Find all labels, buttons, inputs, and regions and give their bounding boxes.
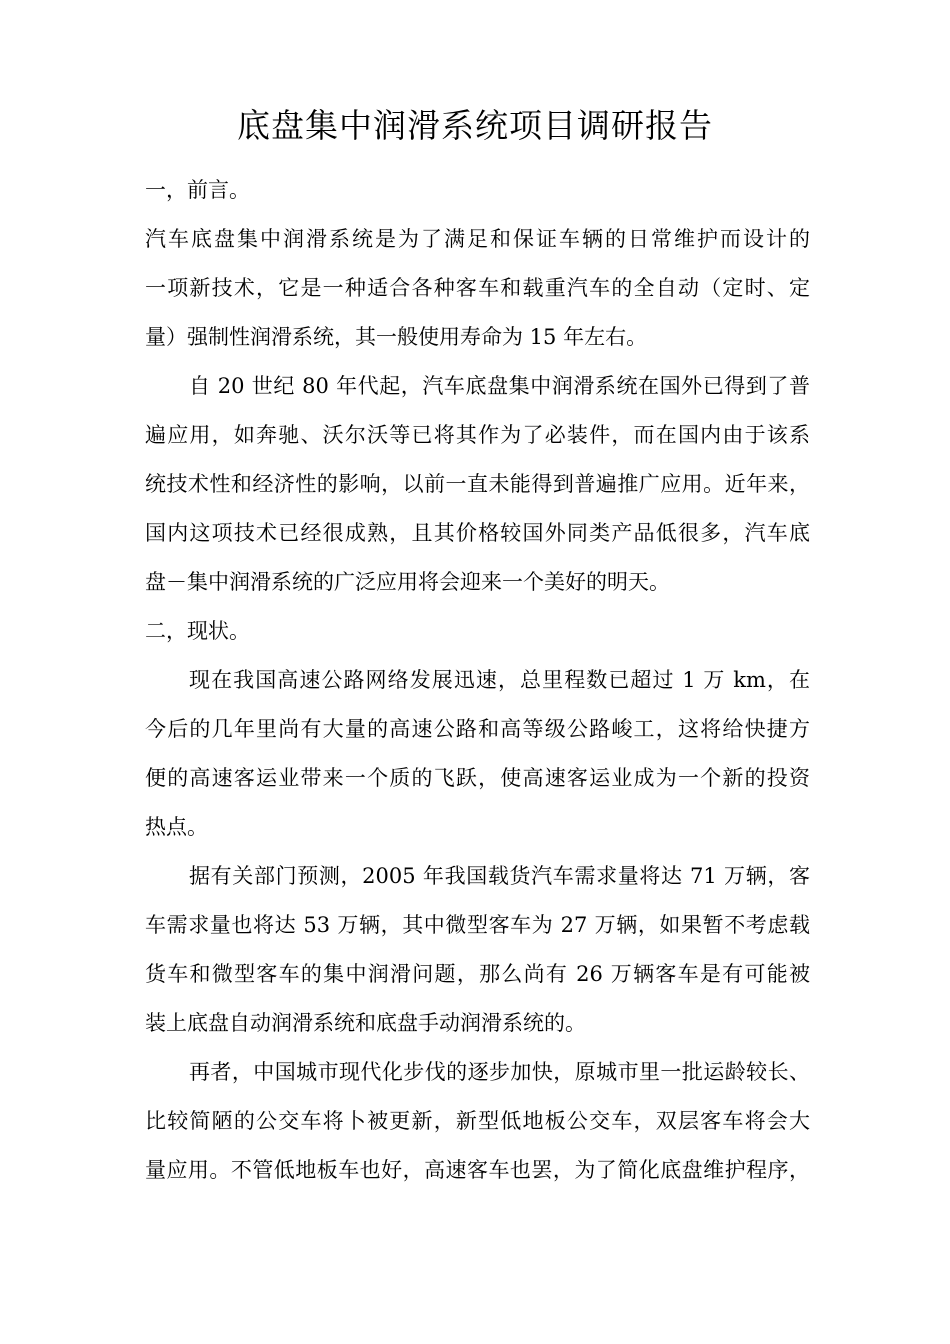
paragraph-line: 量应用。不管低地板车也好，高速客车也罢，为了简化底盘维护程序， xyxy=(145,1158,810,1182)
paragraph-line: 一项新技术，它是一种适合各种客车和载重汽车的全自动（定时、定 xyxy=(145,276,810,300)
paragraph-line: 汽车底盘集中润滑系统是为了满足和保证车辆的日常维护而设计的 xyxy=(145,227,810,251)
paragraph-line: 量）强制性润滑系统，其一般使用寿命为 15 年左右。 xyxy=(145,325,648,349)
section-heading-status: 二，现状。 xyxy=(145,619,250,643)
paragraph-line: 热点。 xyxy=(145,815,208,839)
paragraph-line: 据有关部门预测，2005 年我国载货汽车需求量将达 71 万辆，客 xyxy=(189,864,810,888)
document-title: 底盘集中润滑系统项目调研报告 xyxy=(237,106,713,145)
paragraph-line: 货车和微型客车的集中润滑问题，那么尚有 26 万辆客车是有可能被 xyxy=(145,962,810,986)
paragraph-line: 自 20 世纪 80 年代起，汽车底盘集中润滑系统在国外已得到了普 xyxy=(189,374,810,398)
paragraph-line: 今后的几年里尚有大量的高速公路和高等级公路峻工，这将给快捷方 xyxy=(145,717,810,741)
paragraph-line: 装上底盘自动润滑系统和底盘手动润滑系统的。 xyxy=(145,1011,586,1035)
paragraph-line: 车需求量也将达 53 万辆，其中微型客车为 27 万辆，如果暂不考虑载 xyxy=(145,913,810,937)
paragraph-line: 盘－集中润滑系统的广泛应用将会迎来一个美好的明天。 xyxy=(145,570,670,594)
paragraph-line: 比较简陋的公交车将卜被更新，新型低地板公交车，双层客车将会大 xyxy=(145,1109,810,1133)
paragraph-line: 统技术性和经济性的影响，以前一直未能得到普遍推广应用。近年来， xyxy=(145,472,810,496)
section-heading-preface: 一，前言。 xyxy=(145,178,250,202)
paragraph-line: 现在我国高速公路网络发展迅速，总里程数已超过 1 万 km，在 xyxy=(189,668,810,692)
paragraph-line: 国内这项技术已经很成熟，且其价格较国外同类产品低很多，汽车底 xyxy=(145,521,810,545)
document-body xyxy=(145,166,810,1195)
paragraph-line: 遍应用，如奔驰、沃尔沃等已将其作为了必装件，而在国内由于该系 xyxy=(145,423,810,447)
paragraph-line: 再者，中国城市现代化步伐的逐步加快，原城市里一批运龄较长、 xyxy=(189,1060,810,1084)
paragraph-line: 便的高速客运业带来一个质的飞跃，使高速客运业成为一个新的投资 xyxy=(145,766,810,790)
